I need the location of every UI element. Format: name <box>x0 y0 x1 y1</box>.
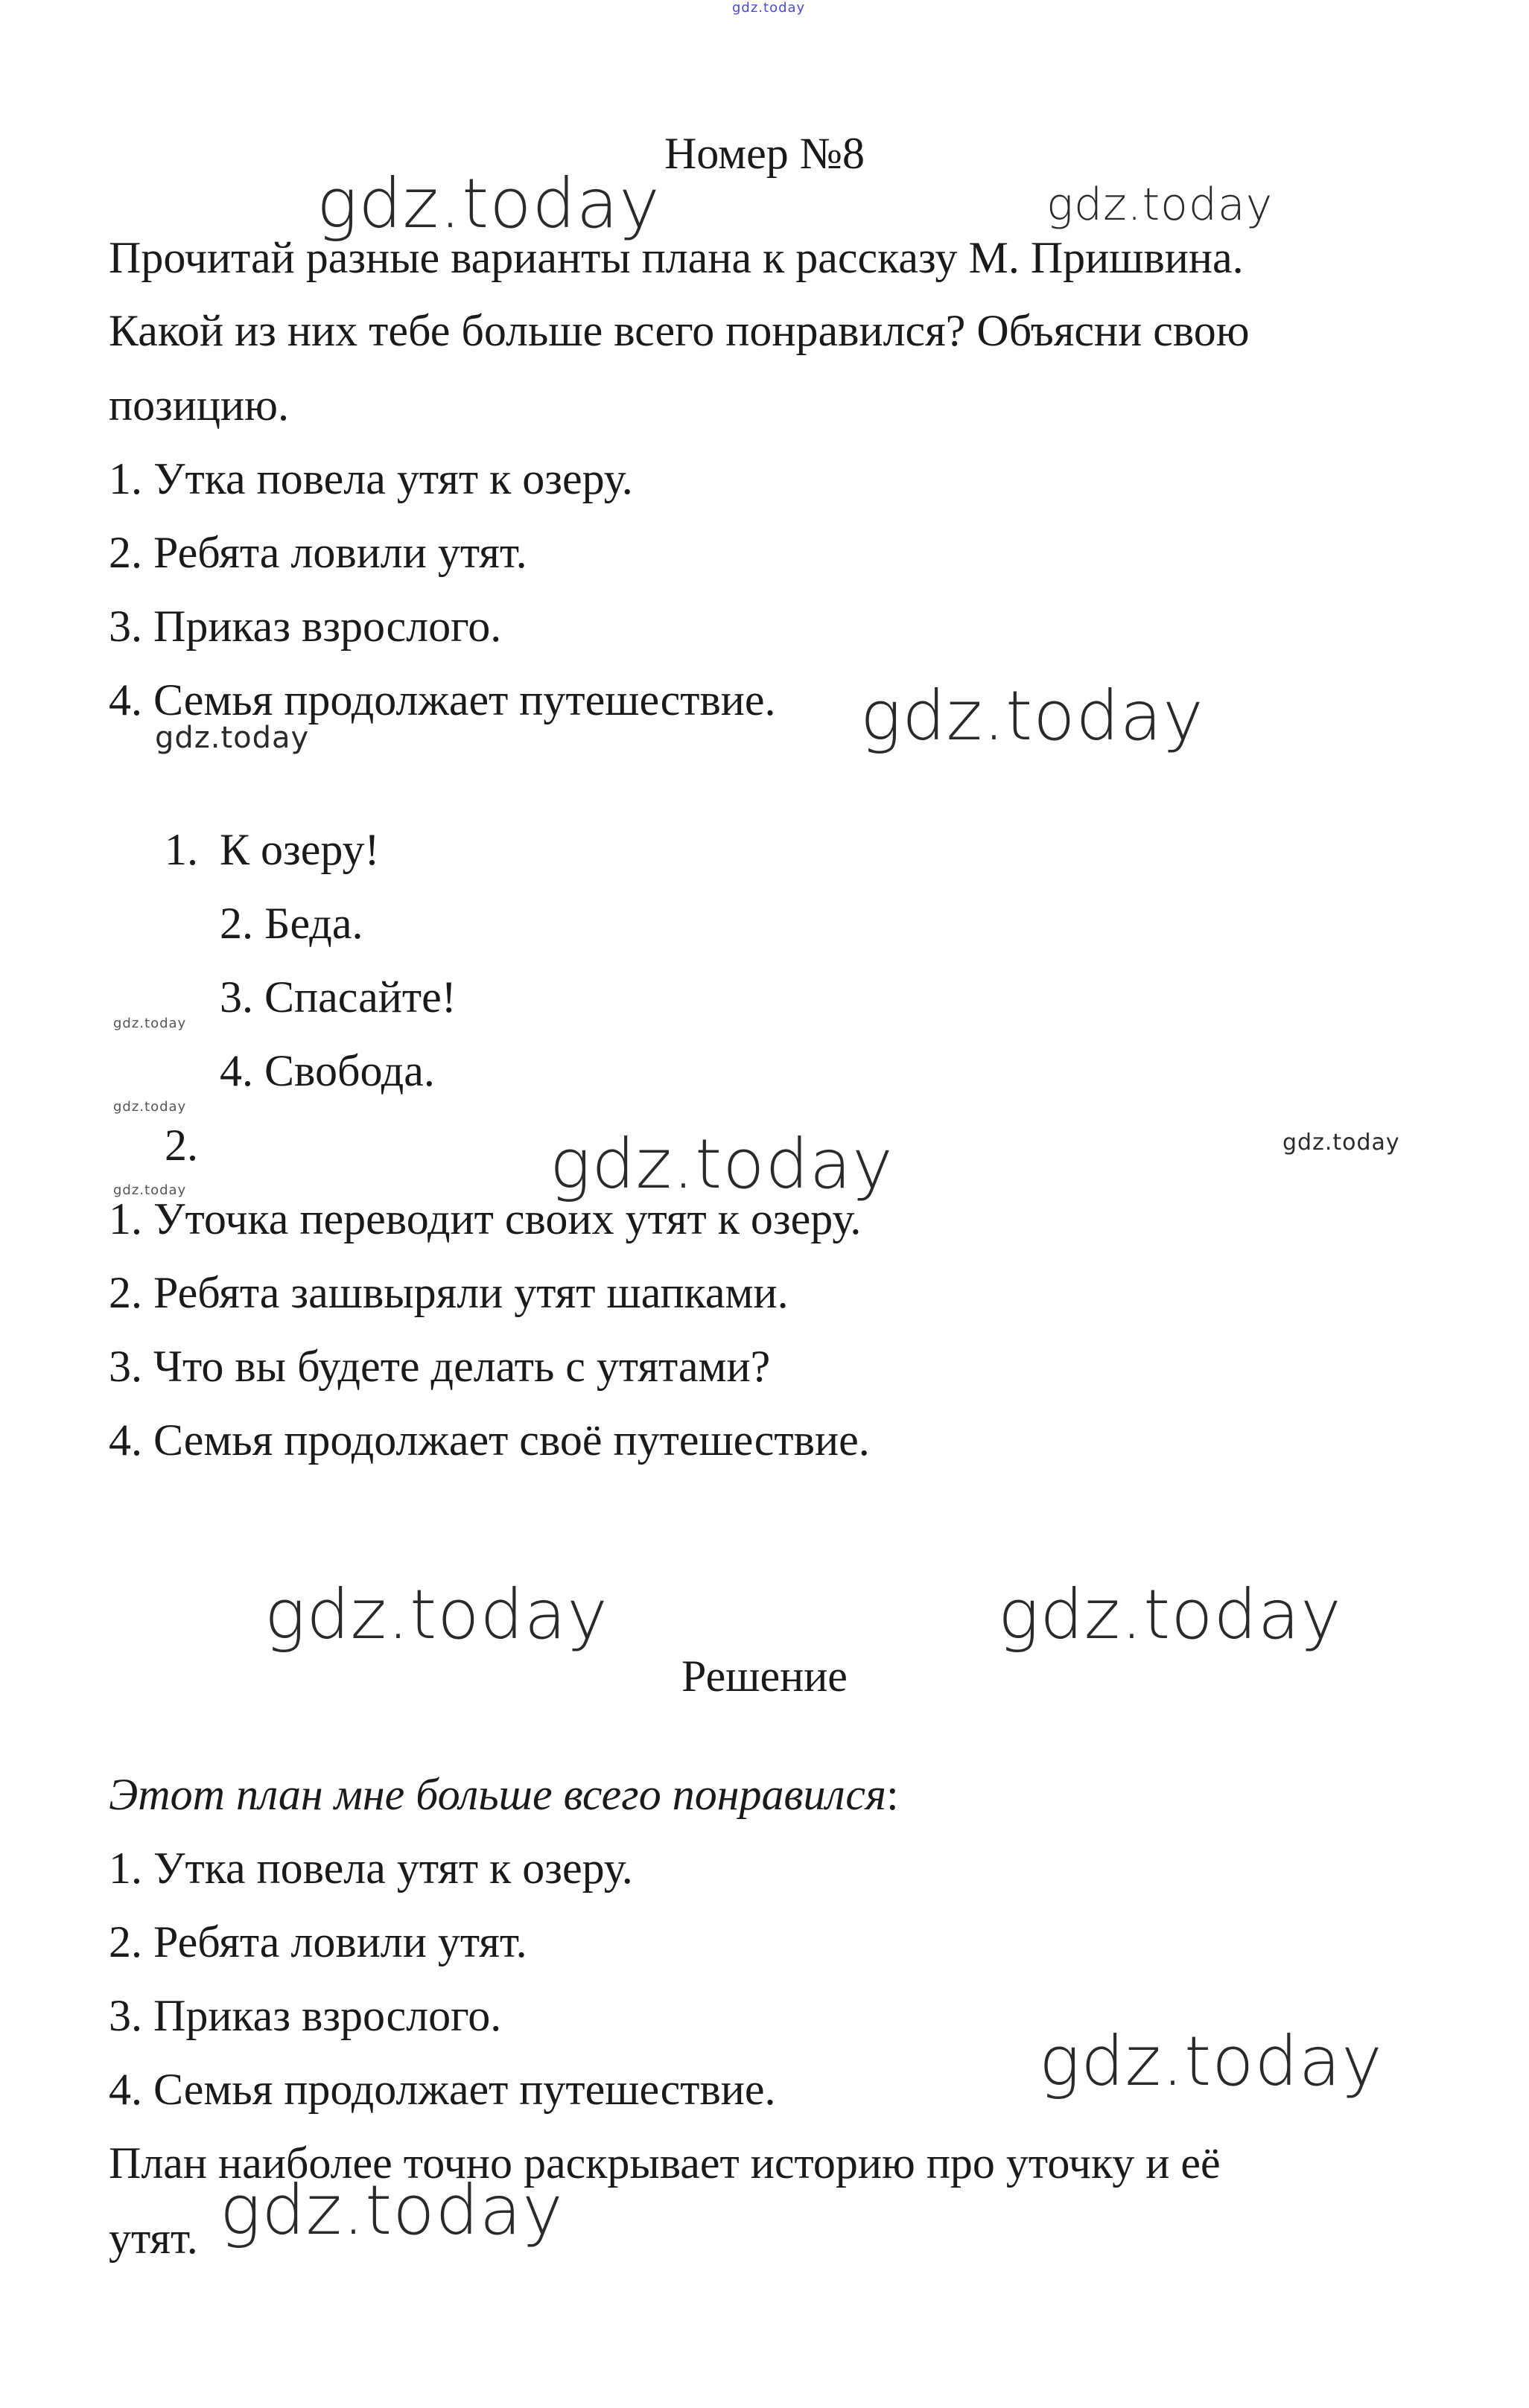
solution-item-4: 4. Семья продолжает путешествие. <box>109 2065 776 2114</box>
solution-heading: Решение <box>681 1651 848 1701</box>
plan3-number: 2. <box>165 1121 198 1170</box>
plan1-item-3: 3. Приказ взрослого. <box>109 602 502 651</box>
plan1-item-1: 1. Утка повела утят к озеру. <box>109 454 633 503</box>
plan1-item-2: 2. Ребята ловили утят. <box>109 528 527 577</box>
watermark: gdz.today <box>998 1575 1342 1654</box>
solution-conclusion-1: План наиболее точно раскрывает историю про уточку и её <box>109 2138 1221 2188</box>
task-line-3: позицию. <box>109 380 289 430</box>
watermark: gdz.today <box>113 1182 187 1198</box>
plan2-item-4: 4. Свобода. <box>220 1046 435 1095</box>
watermark: gdz.today <box>550 1124 894 1204</box>
solution-conclusion-2: утят. <box>109 2214 198 2263</box>
watermark: gdz.today <box>860 676 1204 756</box>
task-line-1: Прочитай разные варианты плана к рассказу М. Пришвина. <box>109 233 1244 282</box>
plan2-item-3: 3. Спасайте! <box>220 972 457 1022</box>
solution-item-2: 2. Ребята ловили утят. <box>109 1917 527 1966</box>
watermark: gdz.today <box>317 164 661 243</box>
solution-intro-text: Этот план мне больше всего понравился <box>109 1770 886 1819</box>
watermark: gdz.today <box>1282 1130 1400 1156</box>
solution-intro-colon: : <box>886 1770 899 1819</box>
solution-item-3: 3. Приказ взрослого. <box>109 1991 502 2040</box>
plan3-item-1: 1. Уточка переводит своих утят к озеру. <box>109 1194 862 1243</box>
plan3-item-3: 3. Что вы будете делать с утятами? <box>109 1342 771 1391</box>
solution-intro <box>109 1765 899 1824</box>
plan2-item-1: К озеру! <box>220 825 380 874</box>
plan3-item-2: 2. Ребята зашвыряли утят шапками. <box>109 1268 789 1317</box>
watermark: gdz.today <box>155 721 310 755</box>
watermark: gdz.today <box>1039 2022 1383 2101</box>
page-title: Номер №8 <box>664 129 865 178</box>
watermark: gdz.today <box>1046 179 1274 231</box>
watermark: gdz.today <box>113 1016 187 1031</box>
solution-item-1: 1. Утка повела утят к озеру. <box>109 1844 633 1893</box>
plan1-item-4: 4. Семья продолжает путешествие. <box>109 675 776 724</box>
task-line-2: Какой из них тебе больше всего понравился? Объясни свою <box>109 306 1250 355</box>
plan3-item-4: 4. Семья продолжает своё путешествие. <box>109 1415 870 1465</box>
plan2-number: 1. <box>165 825 198 874</box>
top-watermark: gdz.today <box>732 0 806 16</box>
watermark: gdz.today <box>264 1575 608 1654</box>
plan2-item-2: 2. Беда. <box>220 899 363 948</box>
watermark: gdz.today <box>113 1099 187 1115</box>
watermark: gdz.today <box>220 2170 564 2250</box>
